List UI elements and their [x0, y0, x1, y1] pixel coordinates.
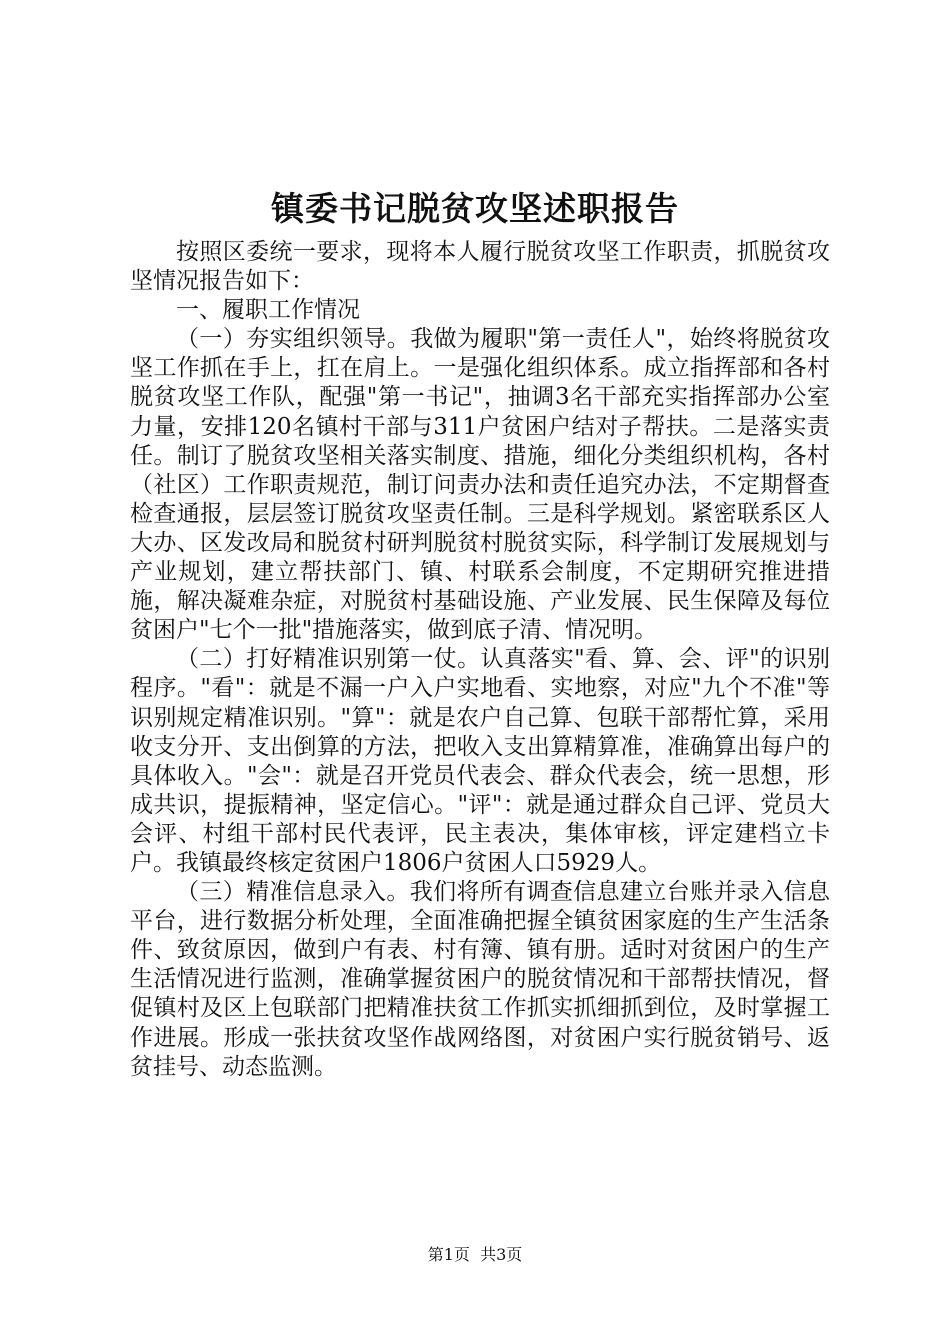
document-title: 镇委书记脱贫攻坚述职报告	[271, 189, 679, 228]
page-total: 共3页	[480, 1245, 523, 1264]
paragraph-organization: （一）夯实组织领导。我做为履职"第一责任人"，始终将脱贫攻坚工作抓在手上，扛在肩上。一是强化组织体系。成立指挥部和各村脱贫攻坚工作队，配强"第一书记"，抽调3名干部充实指挥部办公室力量，安排120名镇村干部与311户贫困户结对子帮扶。二是落实责任。制订了脱贫攻坚相关落实制度、措施，细化分类组织机构，各村（社区）工作职责规范，制订问责办法和责任追究办法，不定期督查检查通报，层层签订脱贫攻坚责任制。三是科学规划。紧密联系区人大办、区发改局和脱贫村研判脱贫村脱贫实际，科学制订发展规划与产业规划，建立帮扶部门、镇、村联系会制度，不定期研究推进措施，解决凝难杂症，对脱贫村基础设施、产业发展、民生保障及每位贫困户"七个一批"措施落实，做到底子清、情况明。	[130, 326, 830, 644]
paragraph-information: （三）精准信息录入。我们将所有调查信息建立台账并录入信息平台，进行数据分析处理，全面准确把握全镇贫困家庭的生产生活条件、致贫原因，做到户有表、村有簿、镇有册。适时对贫困户的生产生活情况进行监测，准确掌握贫困户的脱贫情况和干部帮扶情况，督促镇村及区上包联部门把精准扶贫工作抓实抓细抓到位，及时掌握工作进展。形成一张扶贫攻坚作战网络图，对贫困户实行脱贫销号、返贫挂号、动态监测。	[130, 879, 830, 1080]
section-heading: 一、履职工作情况	[176, 297, 360, 324]
document-body	[130, 238, 830, 1082]
paragraph-intro: 按照区委统一要求，现将本人履行脱贫攻坚工作职责，抓脱贫攻坚情况报告如下：	[130, 239, 830, 295]
page-footer	[0, 1244, 950, 1266]
page-number: 第1页	[427, 1245, 470, 1264]
paragraph-identification: （二）打好精准识别第一仗。认真落实"看、算、会、评"的识别程序。"看"：就是不漏一户入户实地看、实地察，对应"九个不准"等识别规定精准识别。"算"：就是农户自己算、包联干部帮忙算，采用收支分开、支出倒算的方法，把收入支出算精算准，准确算出每户的具体收入。"会"：就是召开党员代表会、群众代表会，统一思想，形成共识，提振精神，坚定信心。"评"：就是通过群众自己评、党员大会评、村组干部村民代表评，民主表决，集体审核，评定建档立卡户。我镇最终核定贫困户1806户贫困人口5929人。	[130, 646, 830, 876]
